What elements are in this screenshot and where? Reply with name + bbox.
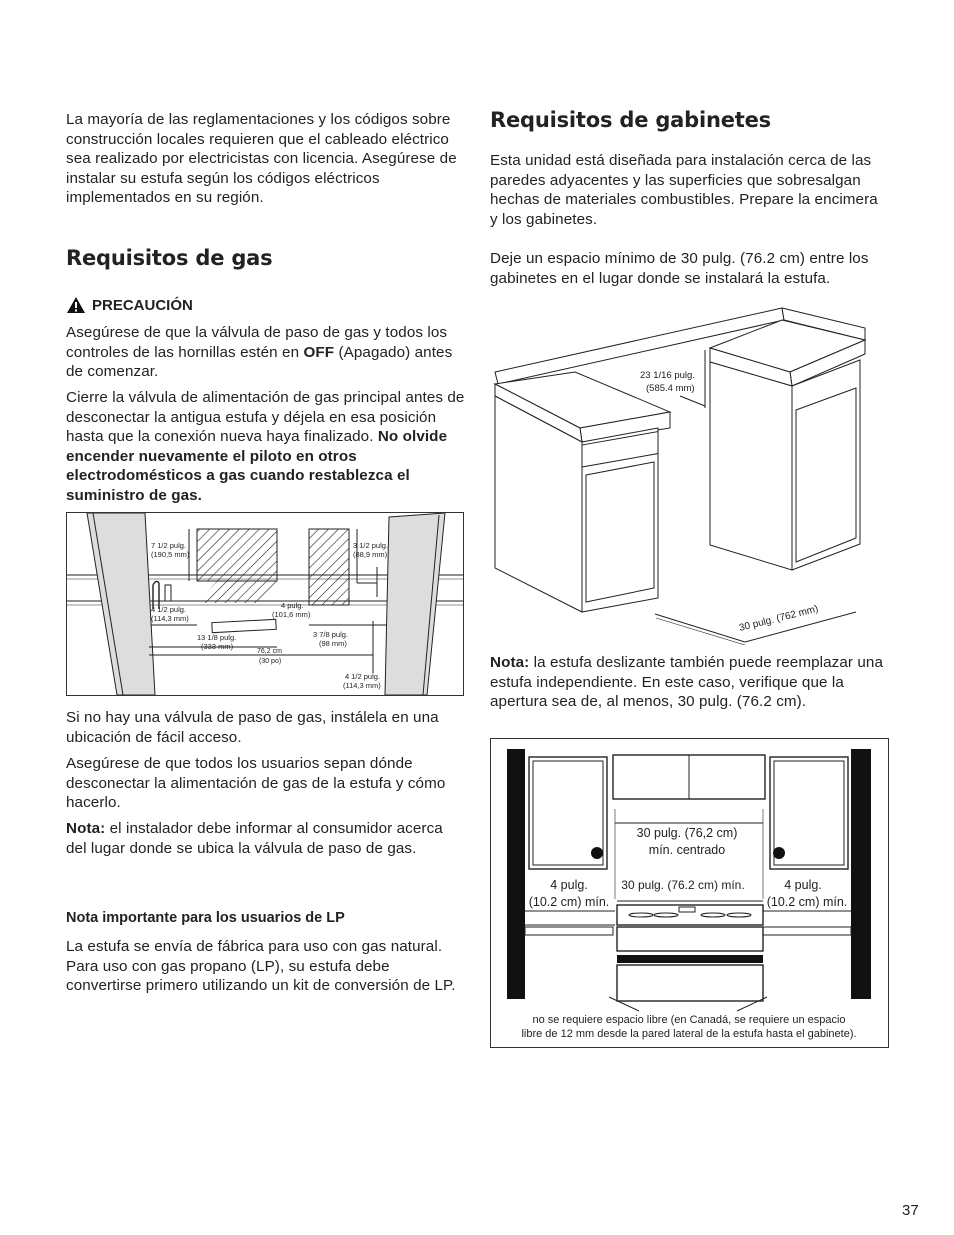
left-clearance-sub: (10.2 cm) mín. xyxy=(528,895,610,909)
dim-7-1-2-mm: (190,5 mm) xyxy=(151,550,190,559)
lp-heading: Nota importante para los usuarios de LP xyxy=(66,910,345,926)
freestanding-note xyxy=(490,653,885,712)
note-text: el instalador debe informar al consumidor acerca del lugar donde se ubica la válvula de paso de gas. xyxy=(66,820,443,857)
lp-paragraph: La estufa se envía de fábrica para uso con gas natural. Para uso con gas propano (LP), su estufa debe convertirse primero utilizando un kit de conversión de LP. xyxy=(66,938,456,995)
installer-note xyxy=(66,819,466,858)
dim-3-1-2-mm: (88,9 mm) xyxy=(353,550,388,559)
caution-paragraph-1 xyxy=(66,323,466,382)
gas-connection-diagram xyxy=(66,512,464,696)
right-clearance-sub: (10.2 cm) mín. xyxy=(766,895,848,909)
left-clearance: 4 pulg. xyxy=(550,878,588,892)
caution-p2-text: Cierre la válvula de alimentación de gas principal antes de desconectar la antigua estufa y déjela en esa posición hasta que la conexión nueva haya finalizado. xyxy=(66,389,465,446)
note-text-right: la estufa deslizante también puede reemplazar una estufa independiente. En este caso, verifique que la apertura sea de, al menos, 30 pulg. (76.2 cm). xyxy=(490,654,884,711)
gas-requirements-heading: Requisitos de gas xyxy=(66,246,273,270)
dim-4-1-2-left-mm: (114,3 mm) xyxy=(151,614,189,623)
dim-13-1-8: 13 1/8 pulg. xyxy=(197,633,237,642)
caption-line-1: no se requiere espacio libre (en Canadá, se requiere un espacio xyxy=(532,1014,846,1026)
dim-3-7-8-mm: (98 mm) xyxy=(319,639,347,648)
valve-paragraph-1: Si no hay una válvula de paso de gas, instálela en una ubicación de fácil acceso. xyxy=(66,709,439,746)
top-dimension: 30 pulg. (76,2 cm) xyxy=(636,826,738,840)
dim-76-2: 76,2 cm xyxy=(257,648,282,655)
front-clearance-diagram xyxy=(490,738,889,1048)
note-label: Nota: xyxy=(66,820,106,837)
middle-clearance: 30 pulg. (76.2 cm) mín. xyxy=(621,878,745,892)
pilot-warning-bold: No olvide encender nuevamente el piloto en otros electrodomésticos a gas cuando restablezca el suministro de gas. xyxy=(66,428,448,504)
dim-4-1-2-left: 4 1/2 pulg. xyxy=(151,605,187,614)
dim-4-mm: (101,6 mm) xyxy=(272,610,311,619)
right-clearance: 4 pulg. xyxy=(784,878,822,892)
cabinet-paragraph-1: Esta unidad está diseñada para instalación cerca de las paredes adyacentes y las superficies que sobresalgan hechas de materiales combustibles. Prepare la encimera y los gabinetes. xyxy=(490,152,878,228)
dim-3-7-8: 3 7/8 pulg. xyxy=(313,630,349,639)
dim-3-1-2: 3 1/2 pulg. xyxy=(353,541,389,550)
caution-label xyxy=(66,296,193,314)
note-label-right: Nota: xyxy=(490,654,530,671)
dim-7-1-2: 7 1/2 pulg. xyxy=(151,541,187,550)
cabinet-requirements-heading: Requisitos de gabinetes xyxy=(490,108,771,132)
caution-p1-text: Asegúrese de que la válvula de paso de gas y todos los controles de las hornillas estén en xyxy=(66,324,448,361)
warning-triangle-icon xyxy=(66,296,86,314)
intro-paragraph: La mayoría de las reglamentaciones y los códigos sobre construcción locales requieren que el cableado eléctrico sea realizado por electricistas con licencia. Asegúrese de instalar su estufa según los códigos eléctricos implementados en su región. xyxy=(66,111,457,207)
dim-4-1-2-right: 4 1/2 pulg. xyxy=(345,672,381,681)
off-bold: OFF xyxy=(303,343,335,361)
caution-p1-end: (Apagado) antes de comenzar. xyxy=(66,343,453,381)
depth-dimension: 23 1/16 pulg. xyxy=(640,370,695,381)
dim-13-1-8-mm: (333 mm) xyxy=(201,642,234,651)
caution-text: PRECAUCIÓN xyxy=(92,296,193,314)
top-dimension-sub: mín. centrado xyxy=(648,843,726,857)
dim-76-2-po: (30 po) xyxy=(259,658,282,665)
depth-dimension-mm: (585.4 mm) xyxy=(646,383,695,394)
cabinet-opening-diagram xyxy=(490,300,890,645)
cabinet-paragraph-2: Deje un espacio mínimo de 30 pulg. (76.2 cm) entre los gabinetes en el lugar donde se instalará la estufa. xyxy=(490,250,869,287)
dim-4: 4 pulg. xyxy=(281,601,304,610)
caption-line-2: libre de 12 mm desde la pared lateral de la estufa hasta el gabinete). xyxy=(521,1028,857,1040)
caution-paragraph-2 xyxy=(66,388,466,506)
valve-paragraph-2: Asegúrese de que todos los usuarios sepan dónde desconectar la alimentación de gas de la estufa y cómo hacerlo. xyxy=(66,755,446,812)
dim-4-1-2-right-mm: (114,3 mm) xyxy=(343,681,381,690)
page-number: 37 xyxy=(902,1202,919,1219)
width-dimension: 30 pulg. (762 mm) xyxy=(738,603,820,634)
